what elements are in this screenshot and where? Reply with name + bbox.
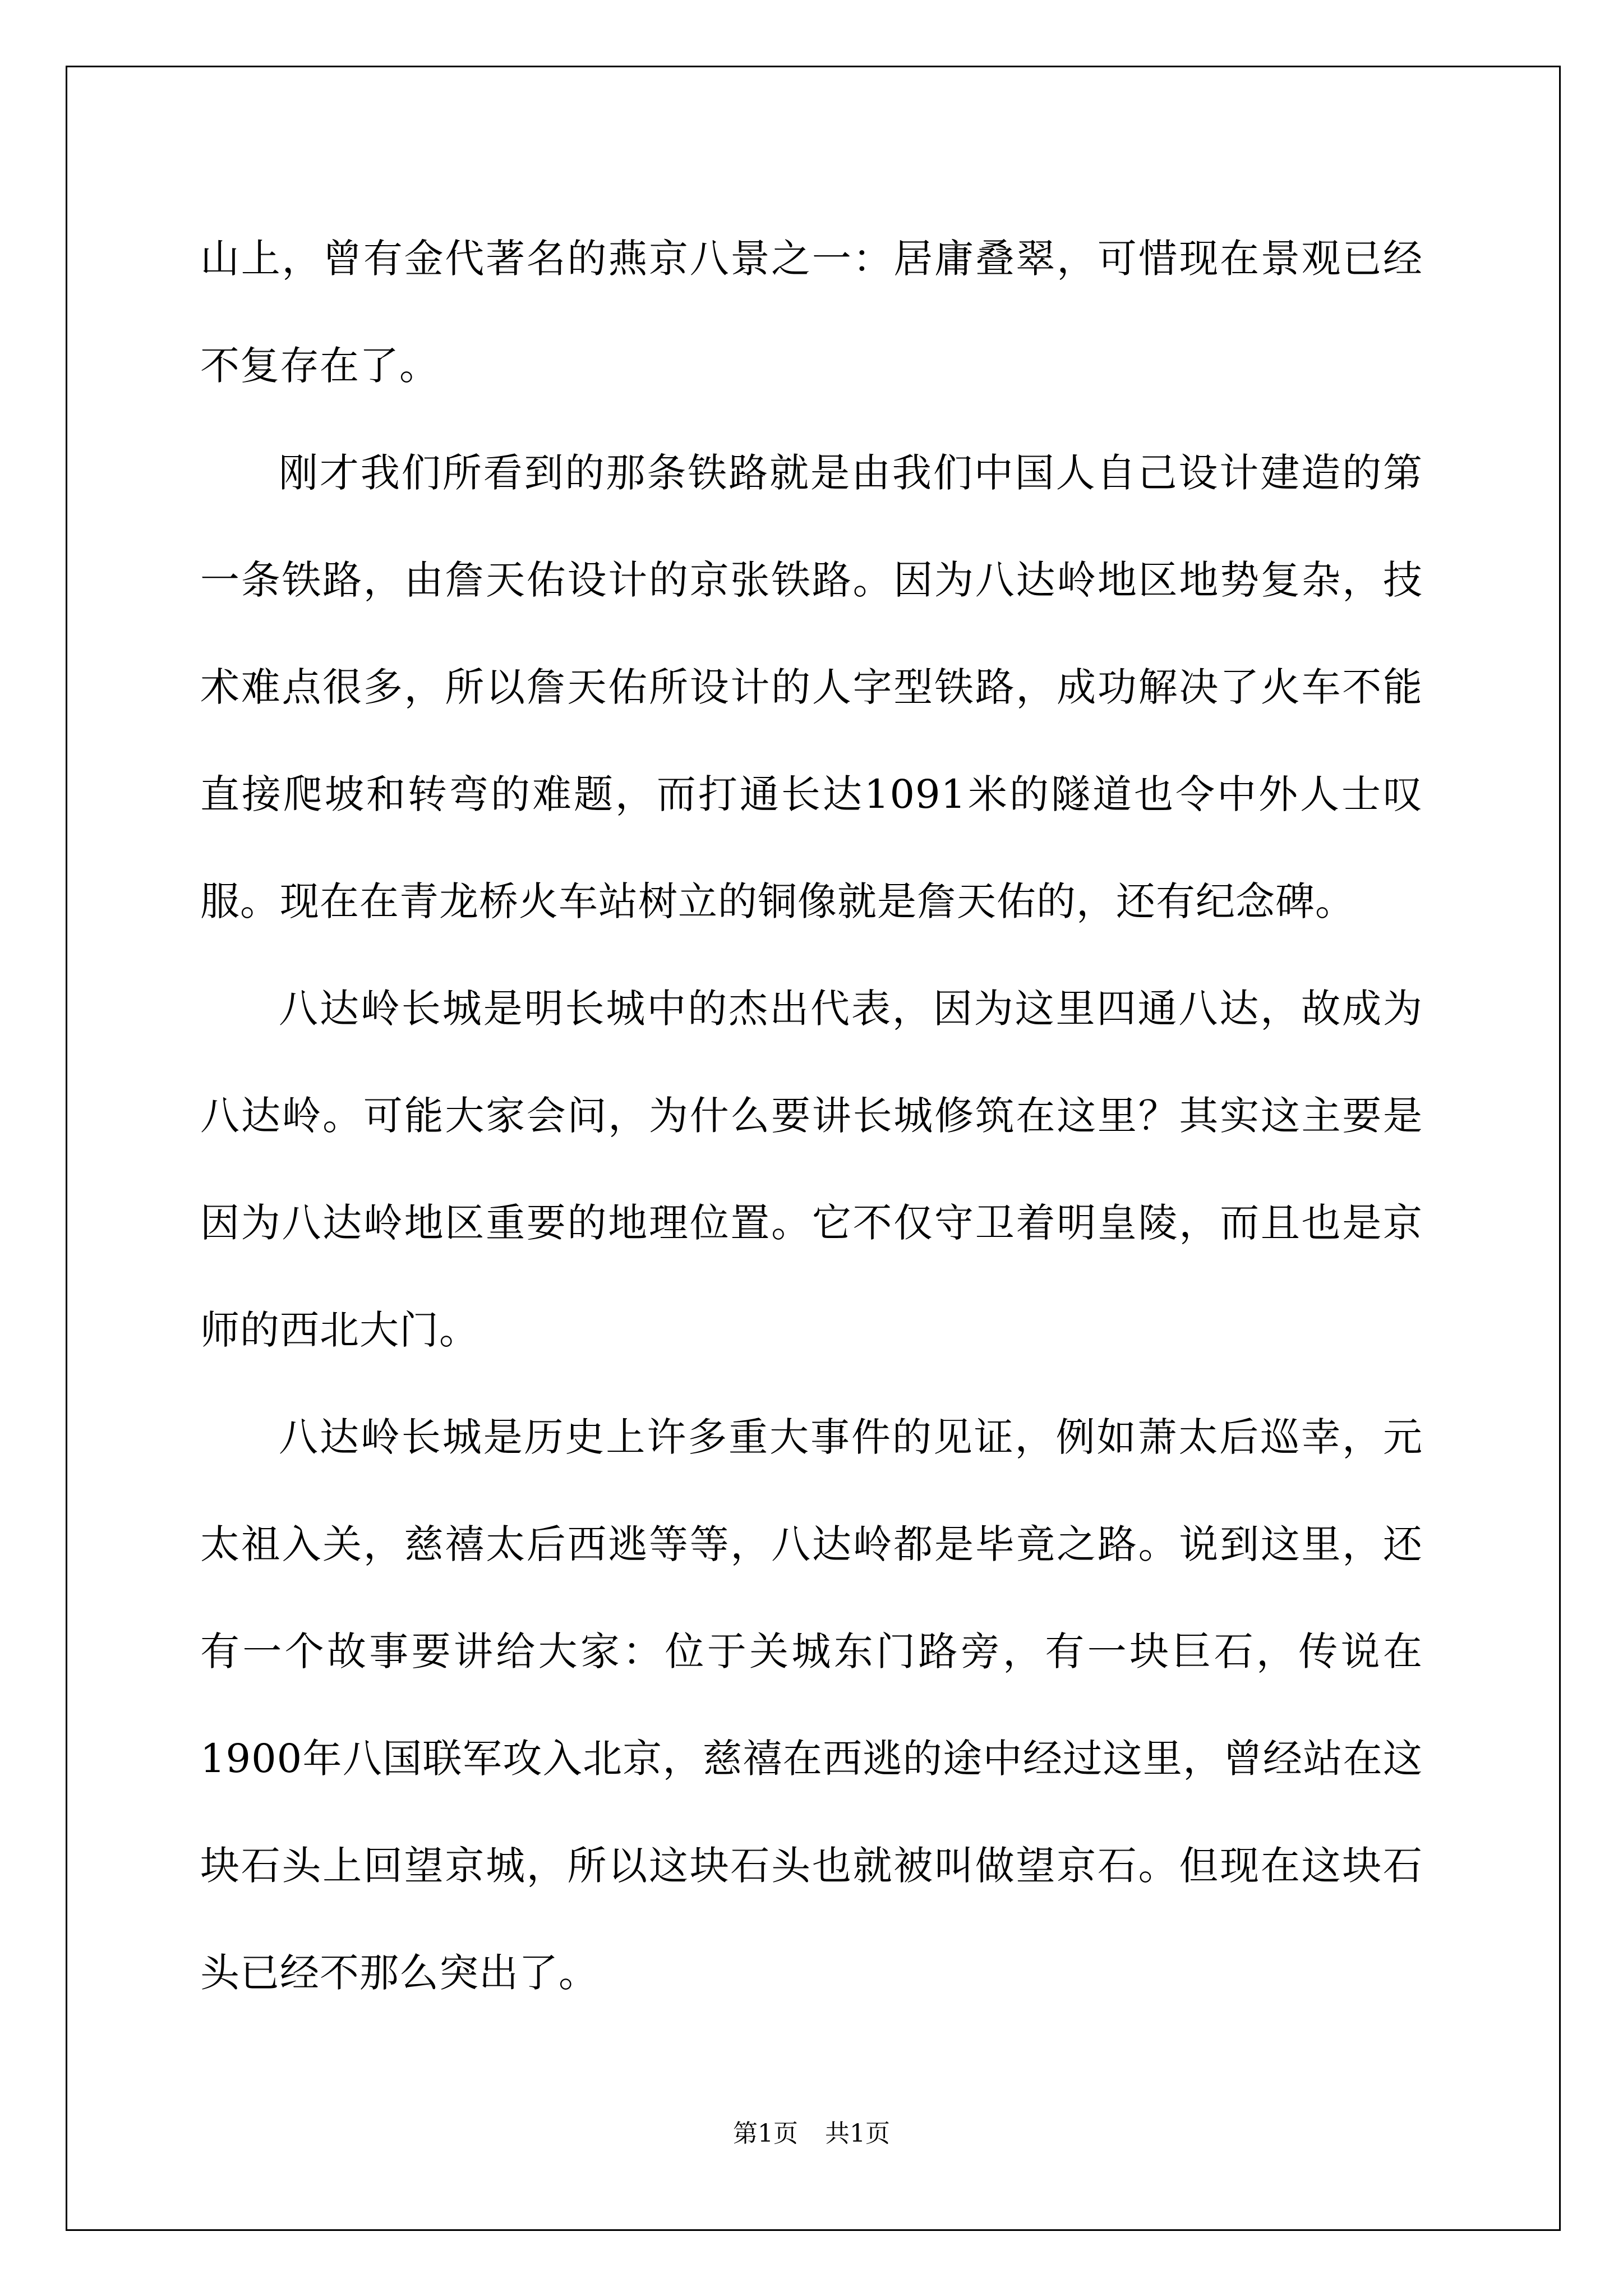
paragraph-4: 八达岭长城是历史上许多重大事件的见证，例如萧太后巡幸，元太祖入关，慈禧太后西逃等等，八达岭都是毕竟之路。说到这里，还有一个故事要讲给大家：位于关城东门路旁，有一块巨石，传说在1900年八国联军攻入北京，慈禧在西逃的途中经过这里，曾经站在这块石头上回望京城，所以这块石头也就被叫做望京石。但现在这块石头已经不那么突出了。 <box>200 1414 1423 1996</box>
page-footer <box>0 2113 1623 2149</box>
paragraph-3: 八达岭长城是明长城中的杰出代表，因为这里四通八达，故成为八达岭。可能大家会问，为什么要讲长城修筑在这里？其实这主要是因为八达岭地区重要的地理位置。它不仅守卫着明皇陵，而且也是京师的西北大门。 <box>200 986 1423 1353</box>
paragraph-2: 刚才我们所看到的那条铁路就是由我们中国人自己设计建造的第一条铁路，由詹天佑设计的京张铁路。因为八达岭地区地势复杂，技术难点很多，所以詹天佑所设计的人字型铁路，成功解决了火车不能直接爬坡和转弯的难题，而打通长达1091米的隧道也令中外人士叹服。现在在青龙桥火车站树立的铜像就是詹天佑的，还有纪念碑。 <box>200 450 1423 924</box>
paragraph-1: 山上，曾有金代著名的燕京八景之一：居庸叠翠，可惜现在景观已经不复存在了。 <box>200 236 1423 389</box>
document-body <box>200 205 1423 2027</box>
page-number-total: 共1页 <box>825 2119 890 2148</box>
page-number-current: 第1页 <box>733 2119 798 2148</box>
